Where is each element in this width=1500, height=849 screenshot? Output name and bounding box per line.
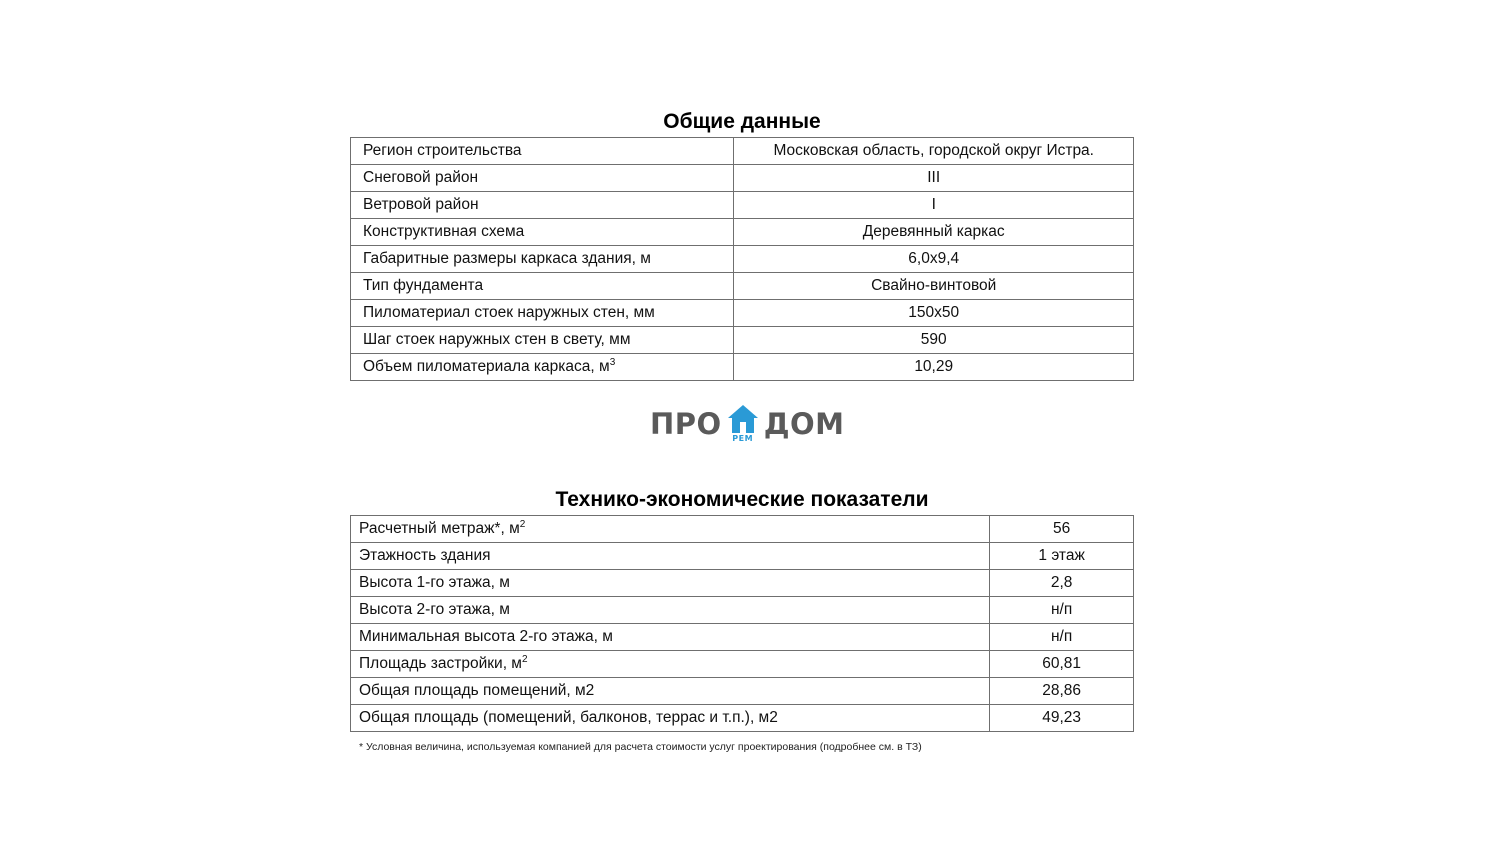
table-row — [351, 570, 1134, 597]
table-row — [351, 219, 1134, 246]
general-data-title: Общие данные — [663, 110, 821, 133]
row-label: Тип фундамента — [351, 273, 734, 300]
footnote: * Условная величина, используемая компанией для расчета стоимости услуг проектирования (подробнее см. в ТЗ) — [359, 741, 922, 753]
table-row — [351, 246, 1134, 273]
row-label: Габаритные размеры каркаса здания, м — [351, 246, 734, 273]
row-value: Свайно-винтовой — [734, 273, 1134, 300]
row-value: I — [734, 192, 1134, 219]
row-value: 1 этаж — [990, 543, 1134, 570]
row-label: Общая площадь помещений, м2 — [351, 678, 990, 705]
row-label: Этажность здания — [351, 543, 990, 570]
row-label: Высота 1-го этажа, м — [351, 570, 990, 597]
row-value: 28,86 — [990, 678, 1134, 705]
row-value: 56 — [990, 516, 1134, 543]
table-row — [351, 300, 1134, 327]
row-value: н/п — [990, 597, 1134, 624]
logo-text-left: ПРО — [650, 407, 722, 441]
row-value: 49,23 — [990, 705, 1134, 732]
row-label: Пиломатериал стоек наружных стен, мм — [351, 300, 734, 327]
tep-table — [350, 515, 1134, 732]
table-row — [351, 516, 1134, 543]
row-value: 590 — [734, 327, 1134, 354]
general-data-table — [350, 137, 1134, 381]
row-value: 2,8 — [990, 570, 1134, 597]
unit-superscript: 2 — [519, 518, 526, 530]
table-row — [351, 678, 1134, 705]
table-row — [351, 624, 1134, 651]
row-label: Снеговой район — [351, 165, 734, 192]
row-value: 150х50 — [734, 300, 1134, 327]
table-row — [351, 192, 1134, 219]
row-label: Регион строительства — [351, 138, 734, 165]
unit-superscript: 3 — [609, 356, 616, 368]
row-value: 10,29 — [734, 354, 1134, 381]
row-label: Объем пиломатериала каркаса, $м^3$ — [351, 354, 734, 381]
table-row — [351, 597, 1134, 624]
table-row — [351, 165, 1134, 192]
row-label: Ветровой район — [351, 192, 734, 219]
row-label: Высота 2-го этажа, м — [351, 597, 990, 624]
table-row — [351, 705, 1134, 732]
row-label: Конструктивная схема — [351, 219, 734, 246]
row-label: Расчетный метраж*, $м^2$ — [351, 516, 990, 543]
tep-title: Технико-экономические показатели — [555, 488, 929, 511]
row-value: 60,81 — [990, 651, 1134, 678]
table-row — [351, 327, 1134, 354]
company-logo — [650, 403, 845, 445]
row-value: Московская область, городской округ Истра. — [734, 138, 1134, 165]
row-value: н/п — [990, 624, 1134, 651]
row-value: III — [734, 165, 1134, 192]
row-label: Минимальная высота 2-го этажа, м — [351, 624, 990, 651]
logo-text-right: ДОМ — [763, 407, 845, 441]
table-row — [351, 273, 1134, 300]
unit-superscript: 2 — [521, 653, 528, 665]
table-row — [351, 138, 1134, 165]
row-label: Площадь застройки, $м^2$ — [351, 651, 990, 678]
row-label: Шаг стоек наружных стен в свету, мм — [351, 327, 734, 354]
table-row — [351, 543, 1134, 570]
row-value: 6,0х9,4 — [734, 246, 1134, 273]
house-icon — [726, 403, 760, 445]
row-label: Общая площадь (помещений, балконов, террас и т.п.), м2 — [351, 705, 990, 732]
table-row — [351, 354, 1134, 381]
row-value: Деревянный каркас — [734, 219, 1134, 246]
table-row — [351, 651, 1134, 678]
logo-small-text: РЕМ — [732, 434, 754, 443]
